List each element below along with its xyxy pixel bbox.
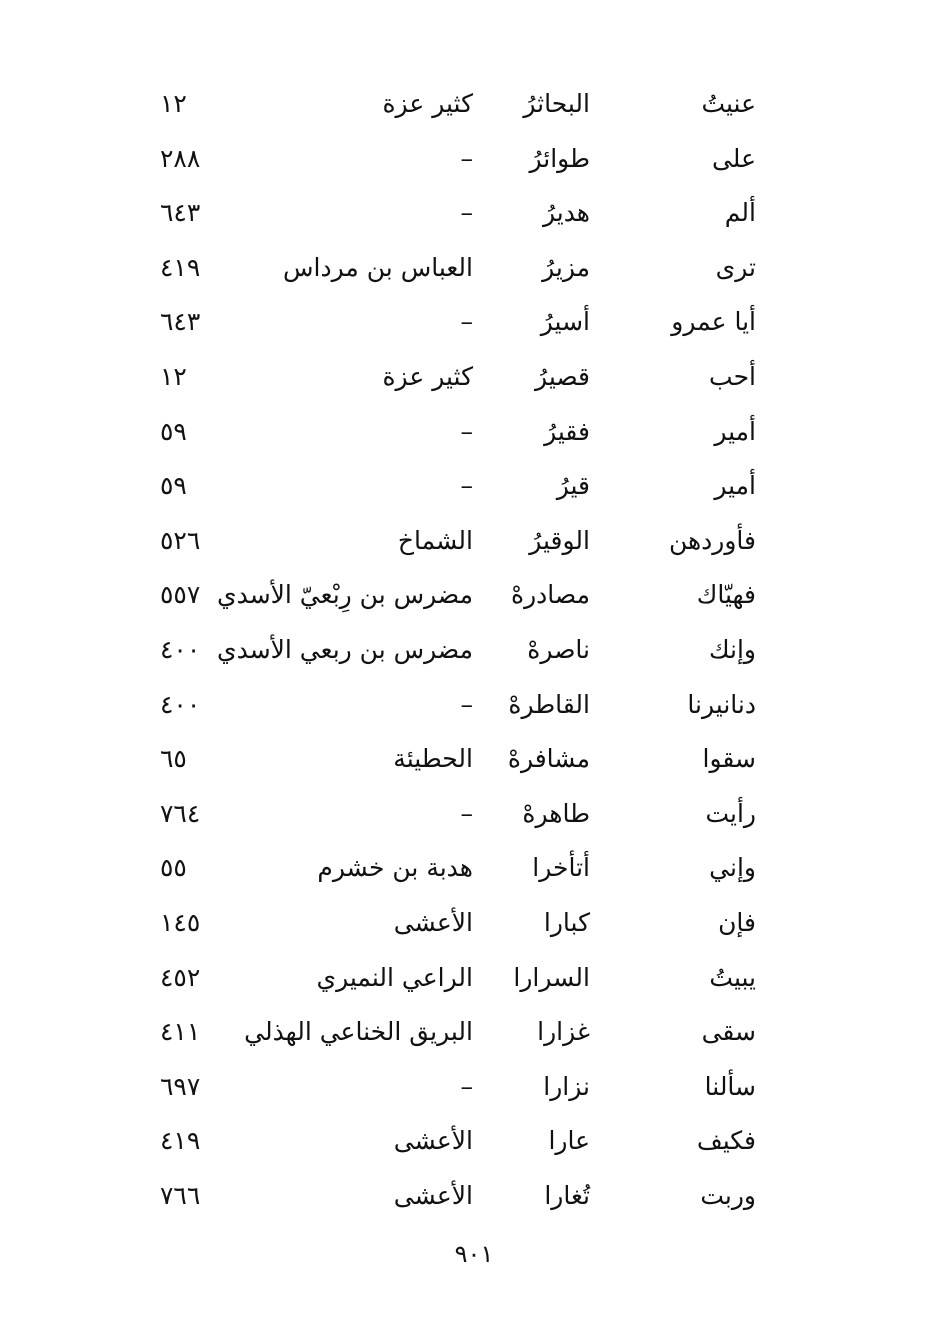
page-reference: ٧٦٤: [160, 798, 201, 828]
rhyme-word: قصيرُ: [535, 362, 590, 391]
table-row: [0, 139, 948, 179]
rhyme-word: كبارا: [543, 908, 590, 937]
verse-first-word: ألم: [724, 198, 756, 228]
page-reference: ١٢: [160, 362, 187, 391]
page-reference: ٢٨٨: [160, 143, 201, 173]
poet-name: الأعشى: [393, 908, 473, 937]
verse-first-word: أحب: [709, 362, 756, 391]
poet-name: –: [460, 471, 473, 501]
poet-name: الراعي النميري: [316, 962, 473, 992]
table-row: [0, 1176, 948, 1216]
poet-name: –: [460, 798, 473, 828]
verse-first-word: يبيتُ: [709, 962, 756, 992]
verse-first-word: أمير: [714, 471, 756, 501]
rhyme-word: مصادرهْ: [511, 580, 590, 610]
rhyme-word: طوائرُ: [529, 143, 590, 173]
verse-first-word: سقى: [701, 1017, 756, 1047]
rhyme-word: القاطرهْ: [508, 689, 590, 719]
verse-first-word: سألنا: [704, 1071, 756, 1101]
verse-first-word: على: [711, 143, 756, 173]
poet-name: –: [460, 689, 473, 719]
page-reference: ٥٥: [160, 853, 187, 883]
page-number: ٩٠١: [454, 1240, 494, 1268]
poet-name: البريق الخناعي الهذلي: [244, 1017, 473, 1047]
table-row: [0, 412, 948, 452]
table-row: [0, 193, 948, 233]
poet-name: –: [460, 307, 473, 337]
poet-name: الأعشى: [393, 1126, 473, 1156]
poet-name: كثير عزة: [382, 89, 473, 118]
table-row: [0, 521, 948, 561]
page-reference: ٤٥٢: [160, 962, 201, 992]
rhyme-word: مزيرُ: [542, 252, 590, 282]
page-reference: ٤١٩: [160, 1126, 201, 1156]
page-reference: ٥٩: [160, 416, 187, 446]
verse-first-word: دنانيرنا: [687, 689, 756, 719]
rhyme-word: نزارا: [543, 1071, 590, 1101]
table-row: [0, 848, 948, 888]
page-reference: ١٢: [160, 89, 187, 118]
page-reference: ٦٩٧: [160, 1071, 201, 1101]
table-row: [0, 958, 948, 998]
rhyme-word: فقيرُ: [544, 416, 590, 446]
verse-first-word: وإني: [709, 853, 756, 883]
table-row: [0, 84, 948, 124]
page-reference: ٥٥٧: [160, 580, 201, 610]
verse-first-word: أيا عمرو: [671, 307, 756, 337]
verse-first-word: فأوردهن: [668, 525, 756, 555]
poet-name: كثير عزة: [382, 362, 473, 391]
poet-name: مضرس بن رِبْعيّ الأسدي: [217, 580, 473, 610]
rhyme-word: تُغارا: [544, 1181, 590, 1210]
rhyme-word: عارا: [548, 1126, 590, 1156]
verse-first-word: وربت: [700, 1181, 756, 1210]
rhyme-word: أتأخرا: [532, 853, 590, 883]
table-row: [0, 302, 948, 342]
table-row: [0, 575, 948, 615]
poet-name: الحطيئة: [393, 744, 473, 774]
poet-name: هدبة بن خشرم: [317, 853, 473, 883]
poet-name: الأعشى: [393, 1181, 473, 1210]
poet-name: –: [460, 1071, 473, 1101]
page-reference: ٤١١: [160, 1017, 201, 1047]
table-row: [0, 248, 948, 288]
table-row: [0, 903, 948, 943]
page-reference: ٧٦٦: [160, 1181, 201, 1210]
rhyme-word: ناصرهْ: [527, 635, 590, 664]
verse-first-word: فكيف: [696, 1126, 756, 1156]
page-reference: ٦٥: [160, 744, 187, 774]
table-row: [0, 630, 948, 670]
table-row: [0, 794, 948, 834]
table-row: [0, 685, 948, 725]
verse-first-word: سقوا: [702, 744, 756, 774]
rhyme-word: طاهرهْ: [522, 798, 590, 828]
table-row: [0, 466, 948, 506]
verse-first-word: فإن: [718, 908, 756, 937]
rhyme-word: الوقيرُ: [529, 525, 590, 555]
page-reference: ٤٠٠: [160, 689, 201, 719]
table-row: [0, 739, 948, 779]
page-reference: ٤٠٠: [160, 635, 201, 664]
poet-name: العباس بن مرداس: [283, 252, 473, 282]
table-row: [0, 1121, 948, 1161]
rhyme-word: مشافرهْ: [507, 744, 590, 774]
page-reference: ٦٤٣: [160, 307, 201, 337]
rhyme-word: السرارا: [513, 962, 590, 992]
rhyme-word: غزارا: [537, 1017, 590, 1047]
poet-name: مضرس بن ربعي الأسدي: [217, 635, 473, 664]
rhyme-word: البحاثرُ: [523, 89, 590, 118]
verse-first-word: رأيت: [705, 798, 756, 828]
rhyme-word: أسيرُ: [540, 307, 590, 337]
page-reference: ٥٩: [160, 471, 187, 501]
verse-first-word: ترى: [715, 252, 756, 282]
page-reference: ١٤٥: [160, 908, 201, 937]
table-row: [0, 1012, 948, 1052]
page-reference: ٤١٩: [160, 252, 201, 282]
verse-first-word: أمير: [714, 416, 756, 446]
page-reference: ٦٤٣: [160, 198, 201, 228]
table-row: [0, 357, 948, 397]
poet-name: –: [460, 198, 473, 228]
table-row: [0, 1067, 948, 1107]
poet-name: –: [460, 143, 473, 173]
verse-first-word: عنيتُ: [701, 89, 756, 118]
verse-first-word: وإنك: [708, 635, 756, 664]
page-reference: ٥٢٦: [160, 525, 201, 555]
rhyme-word: قيرُ: [556, 471, 590, 501]
poet-name: الشماخ: [397, 525, 473, 555]
rhyme-word: هديرُ: [542, 198, 590, 228]
poet-name: –: [460, 416, 473, 446]
verse-first-word: فهيّاك: [696, 580, 756, 610]
